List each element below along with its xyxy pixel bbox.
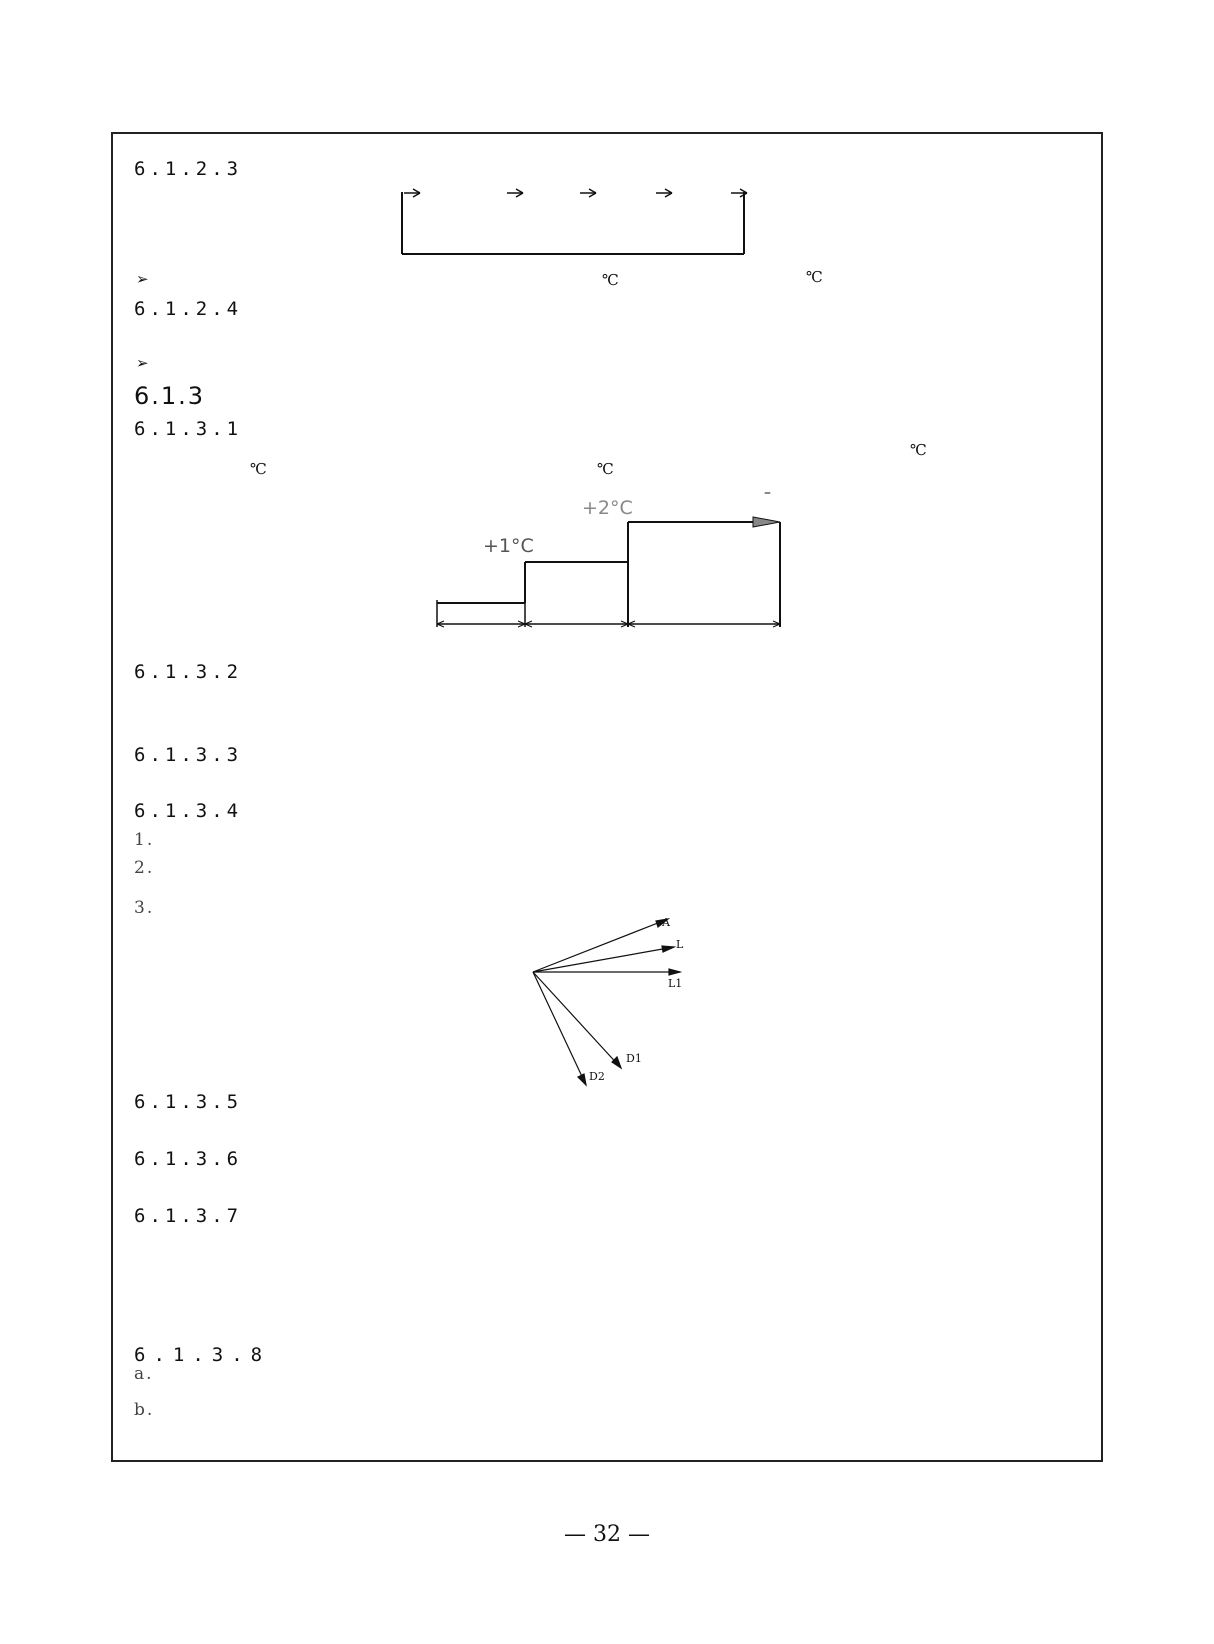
bullet-arrow-2: ➢ xyxy=(136,354,149,372)
section-number-6-1-3-2: 6.1.3.2 xyxy=(134,661,243,683)
vector-label-l1: L1 xyxy=(668,977,683,990)
section-number-6-1-3-8: 6.1.3.8 xyxy=(134,1344,271,1366)
flow-arrow-3 xyxy=(580,189,596,197)
section-number-6-1-3-6: 6.1.3.6 xyxy=(134,1148,243,1170)
list-letter-a: a. xyxy=(134,1364,154,1384)
section-number-6-1-3-1: 6.1.3.1 xyxy=(134,418,243,440)
list-number-2: 2. xyxy=(134,858,155,878)
bullet-arrow-1: ➢ xyxy=(136,270,149,288)
vector-a xyxy=(533,916,670,972)
celsius-mark-1: ℃ xyxy=(602,271,619,289)
step-dash-mark: – xyxy=(764,485,771,501)
section-number-6-1-2-3: 6.1.2.3 xyxy=(134,158,243,180)
flow-arrow-4 xyxy=(656,189,672,197)
vector-label-d1: D1 xyxy=(626,1052,642,1065)
section-number-6-1-3-7: 6.1.3.7 xyxy=(134,1205,243,1227)
list-number-3: 3. xyxy=(134,898,155,918)
vector-label-d2: D2 xyxy=(589,1070,605,1083)
section-number-6-1-3-4: 6.1.3.4 xyxy=(134,800,243,822)
page-number: — 32 — xyxy=(564,1522,650,1547)
step-end-arrowhead xyxy=(753,517,780,527)
celsius-mark-3: ℃ xyxy=(910,441,927,459)
section-number-6-1-3-5: 6.1.3.5 xyxy=(134,1091,243,1113)
celsius-mark-2: ℃ xyxy=(806,268,823,286)
celsius-mark-4: ℃ xyxy=(250,460,267,478)
vector-d2 xyxy=(533,972,586,1085)
flow-arrow-1 xyxy=(404,189,420,197)
section-heading-6-1-3: 6.1.3 xyxy=(134,382,206,410)
flow-arrow-2 xyxy=(507,189,523,197)
section-number-6-1-3-3: 6.1.3.3 xyxy=(134,744,243,766)
flow-arrow-diagram xyxy=(395,186,755,260)
list-letter-b: b. xyxy=(134,1400,155,1420)
step-label-plus1: +1°C xyxy=(483,535,534,557)
vector-l xyxy=(533,947,674,972)
vector-label-a: A xyxy=(662,916,670,929)
page-frame xyxy=(111,132,1103,1462)
section-number-6-1-2-4: 6.1.2.4 xyxy=(134,298,243,320)
list-number-1: 1. xyxy=(134,830,155,850)
step-label-plus2: +2°C xyxy=(582,497,633,519)
vector-d1 xyxy=(533,972,621,1068)
vector-label-l: L xyxy=(676,938,684,951)
celsius-mark-5: ℃ xyxy=(597,460,614,478)
